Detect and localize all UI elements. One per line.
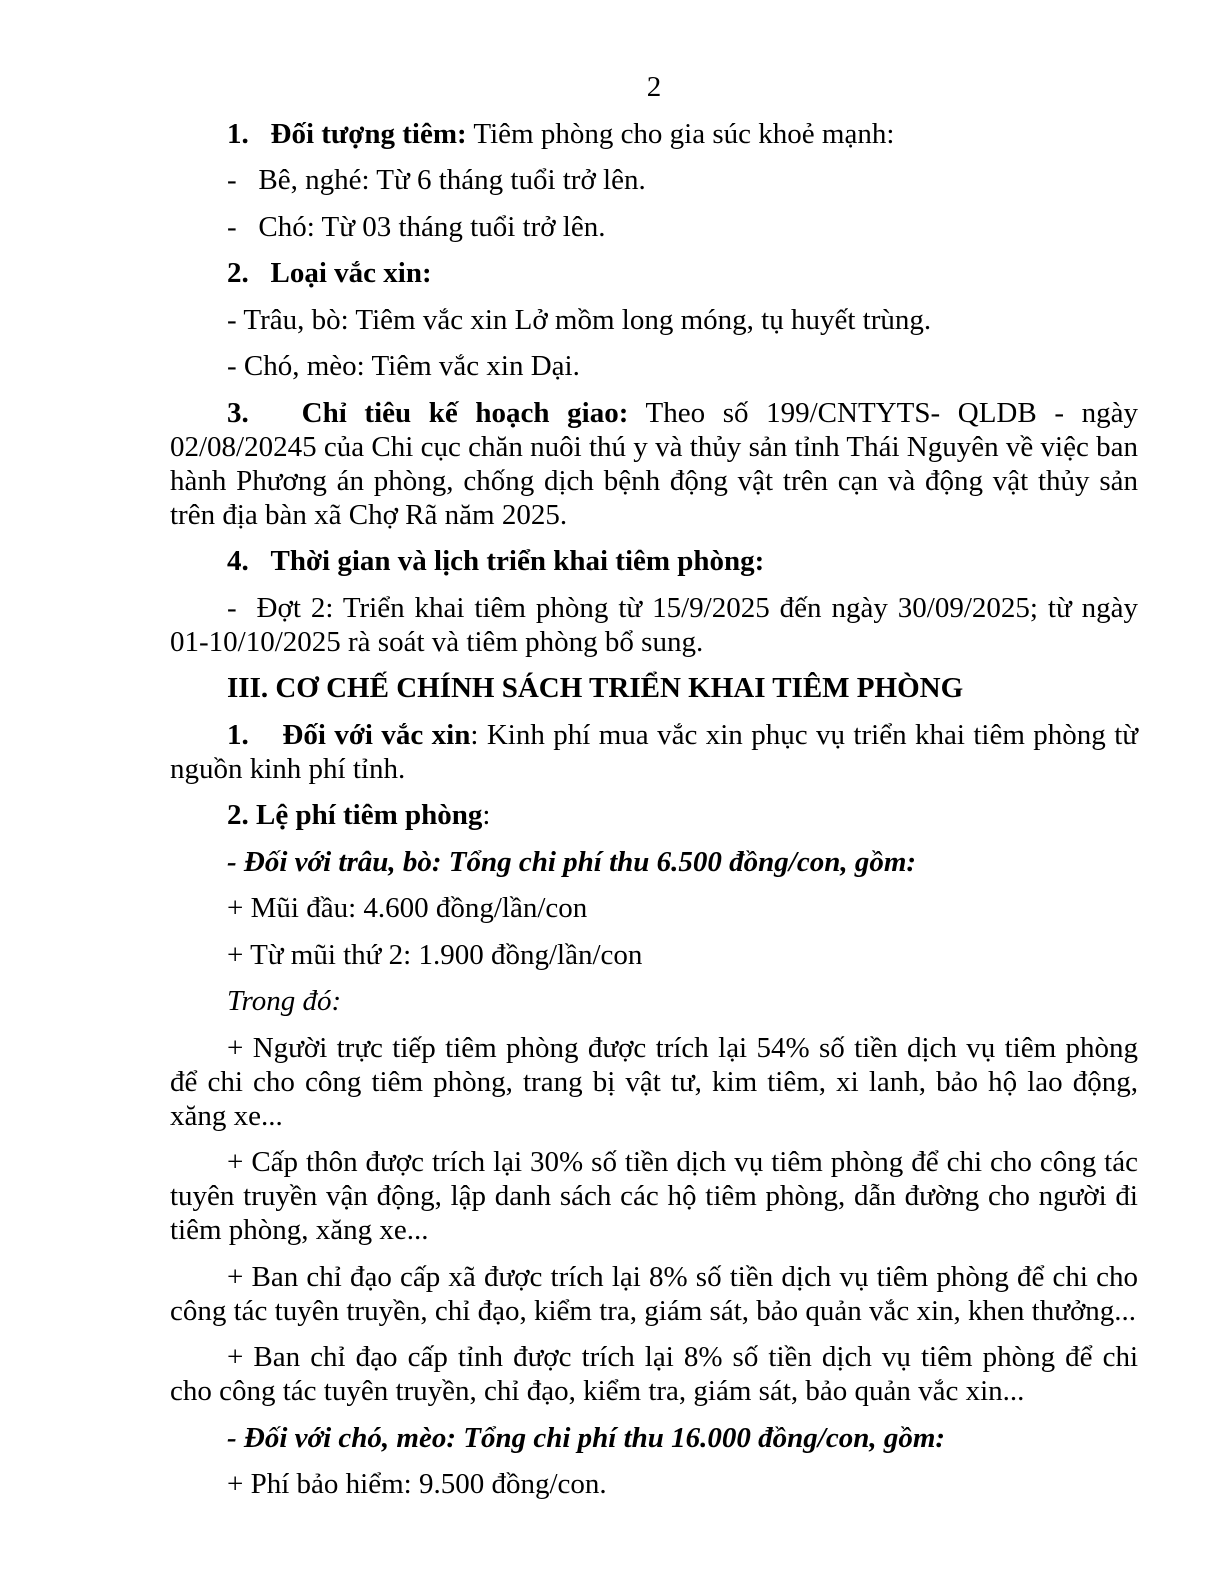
text-run: Tiêm phòng cho gia súc khoẻ mạnh: <box>466 117 895 150</box>
text-run: 2. Loại vắc xin: <box>227 257 432 289</box>
text-run: 2. Lệ phí tiêm phòng <box>227 799 483 831</box>
text-run: Trong đó: <box>227 985 342 1017</box>
text-run: - Đối với chó, mèo: Tổng chi phí thu 16.000 đồng/con, gồm: <box>227 1421 946 1454</box>
text-run: + Ban chỉ đạo cấp tỉnh được trích lại 8% số tiền dịch vụ tiêm phòng để chi cho công tác tuyên truyền, chỉ đạo, kiểm tra, giám sát, bảo quản vắc xin... <box>170 1341 1138 1407</box>
subitem-trau-bo-tong-chi-phi <box>170 845 1138 879</box>
text-run: + Mũi đầu: 4.600 đồng/lần/con <box>227 892 588 924</box>
text-run: + Người trực tiếp tiêm phòng được trích lại 54% số tiền dịch vụ tiêm phòng để chi cho công tiêm phòng, trang bị vật tư, kim tiêm, xi lanh, bảo hộ lao động, xăng xe... <box>170 1031 1138 1132</box>
item-doi-tuong-tiem <box>170 117 1138 151</box>
text-run: 3. Chỉ tiêu kế hoạch giao: <box>227 396 629 429</box>
text-run: Theo số 199/CNTYTS- QLDB - ngày 02/08/20245 của Chi cục chăn nuôi thú y và thủy sản tỉnh Thái Nguyên về việc ban hành Phương án phòng, chống dịch bệnh động vật trên cạn và động vật thủy sản trên địa bàn xã Chợ Rã năm 2025. <box>170 396 1138 531</box>
list-item-cho-meo <box>170 349 1138 383</box>
text-run: + Ban chỉ đạo cấp xã được trích lại 8% số tiền dịch vụ tiêm phòng để chi cho công tác tuyên truyền, chỉ đạo, kiểm tra, giám sát, bảo quản vắc xin, khen thưởng... <box>170 1260 1138 1327</box>
item-doi-voi-vac-xin <box>170 718 1138 786</box>
page-number: 2 <box>646 71 662 103</box>
text-run: 1. Đối với vắc xin <box>227 718 471 751</box>
list-item-trau-bo <box>170 303 1138 337</box>
text-run: 4. Thời gian và lịch triển khai tiêm phòng: <box>227 545 765 577</box>
item-chi-tieu-ke-hoach <box>170 396 1138 532</box>
text-run: : <box>482 799 491 831</box>
text-run: 1. Đối tượng tiêm: <box>227 117 467 150</box>
text-run: - Đối với trâu, bò: Tổng chi phí thu 6.500 đồng/con, gồm: <box>227 845 917 878</box>
line-tu-mui-thu-2 <box>170 938 1138 972</box>
line-trong-do <box>170 984 1138 1018</box>
item-le-phi-tiem-phong <box>170 798 1138 832</box>
line-cap-thon-30 <box>170 1145 1138 1247</box>
item-thoi-gian-lich <box>170 544 1138 578</box>
text-run: - Chó: Từ 03 tháng tuổi trở lên. <box>227 210 606 243</box>
text-run: III. CƠ CHẾ CHÍNH SÁCH TRIỂN KHAI TIÊM PHÒNG <box>227 672 964 704</box>
line-mui-dau <box>170 891 1138 925</box>
line-ban-chi-dao-xa-8 <box>170 1260 1138 1328</box>
line-ban-chi-dao-tinh-8 <box>170 1340 1138 1408</box>
document-body <box>170 117 1138 1502</box>
section-heading-iii <box>170 671 1138 705</box>
item-loai-vac-xin <box>170 256 1138 290</box>
subitem-cho-meo-tong-chi-phi <box>170 1421 1138 1455</box>
list-item-cho <box>170 210 1138 244</box>
text-run: + Phí bảo hiểm: 9.500 đồng/con. <box>227 1468 607 1500</box>
text-run: - Trâu, bò: Tiêm vắc xin Lở mồm long móng, tụ huyết trùng. <box>227 303 932 336</box>
text-run: - Chó, mèo: Tiêm vắc xin Dại. <box>227 350 580 382</box>
text-run: - Bê, nghé: Từ 6 tháng tuổi trở lên. <box>227 164 646 196</box>
line-phi-bao-hiem <box>170 1467 1138 1501</box>
text-run: - Đợt 2: Triển khai tiêm phòng từ 15/9/2025 đến ngày 30/09/2025; từ ngày 01-10/10/2025 rà soát và tiêm phòng bổ sung. <box>170 591 1138 658</box>
text-run: + Cấp thôn được trích lại 30% số tiền dịch vụ tiêm phòng để chi cho công tác tuyên truyền vận động, lập danh sách các hộ tiêm phòng, dẫn đường cho người đi tiêm phòng, xăng xe... <box>170 1146 1138 1246</box>
text-run: : Kinh phí mua vắc xin phục vụ triển khai tiêm phòng từ nguồn kinh phí tỉnh. <box>170 718 1138 785</box>
list-item-be-nghe <box>170 163 1138 197</box>
list-item-dot-2 <box>170 591 1138 659</box>
line-nguoi-truc-tiep-54 <box>170 1031 1138 1133</box>
text-run: + Từ mũi thứ 2: 1.900 đồng/lần/con <box>227 938 643 971</box>
